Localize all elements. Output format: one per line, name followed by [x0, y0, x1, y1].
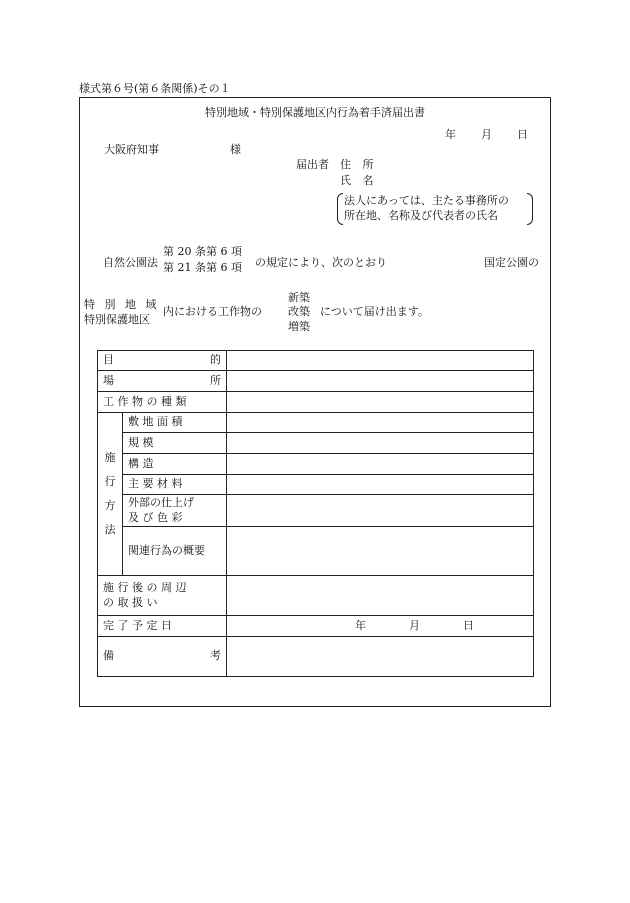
place-value-cell[interactable]: [227, 371, 534, 392]
notifier-address-label: 住 所: [340, 158, 378, 171]
notifier-label: 届出者: [296, 158, 329, 171]
after-handling-label: 施 行 後 の 周 辺 の 取 扱 い: [98, 576, 227, 616]
works-extend: 増築: [288, 320, 310, 333]
table-row: [98, 392, 534, 413]
completion-year-label: 年: [355, 618, 366, 632]
table-row: [98, 616, 534, 637]
remarks-value-cell[interactable]: [227, 637, 534, 677]
date-year-label: 年: [445, 128, 456, 141]
structure-type-label: 工 作 物 の 種 類: [98, 392, 227, 413]
completion-day-label: 日: [463, 618, 474, 632]
table-row: [98, 527, 534, 576]
park-type: 国定公園の: [484, 256, 539, 269]
after-handling-value-cell[interactable]: [227, 576, 534, 616]
law-clause-20: 第 20 条第 6 項: [163, 245, 242, 258]
date-day-label: 日: [517, 128, 528, 141]
table-row: [98, 454, 534, 475]
completion-date-value-cell[interactable]: [227, 616, 534, 637]
materials-value-cell[interactable]: [227, 475, 534, 495]
law-name: 自然公園法: [103, 256, 158, 269]
report-statement: について届け出ます。: [320, 305, 429, 318]
left-bracket: [337, 193, 343, 225]
table-row: [98, 413, 534, 433]
works-new: 新築: [288, 291, 310, 304]
table-row: [98, 433, 534, 454]
table-row: [98, 495, 534, 527]
completion-month-label: 月: [409, 618, 420, 632]
corporation-note-line-2: 所在地、名称及び代表者の氏名: [344, 209, 498, 222]
structure-type-value-cell[interactable]: [227, 392, 534, 413]
site-area-label: 敷 地 面 積: [123, 413, 227, 433]
within-structure-text: 内における工作物の: [163, 305, 262, 318]
site-area-value-cell[interactable]: [227, 413, 534, 433]
finish-label: 外部の仕上げ 及 び 色 彩: [123, 495, 227, 527]
table-row: [98, 371, 534, 392]
purpose-value-cell[interactable]: [227, 351, 534, 371]
form-title: 特別地域・特別保護地区内行為着手済届出書: [205, 106, 425, 119]
details-table: [97, 350, 534, 677]
notifier-name-label: 氏 名: [340, 174, 378, 187]
form-number-caption: 様式第６号(第６条関係)その１: [79, 82, 231, 95]
purpose-label: 目 的: [98, 351, 227, 371]
area-special-zone: 特 別 地 域: [84, 298, 160, 311]
construction-value-cell[interactable]: [227, 454, 534, 475]
table-row: [98, 475, 534, 495]
law-rule-text: の規定により、次のとおり: [255, 256, 387, 269]
place-label: 場 所: [98, 371, 227, 392]
method-side-label: 施 行 方 法: [98, 413, 123, 576]
scale-value-cell[interactable]: [227, 433, 534, 454]
construction-label: 構 造: [123, 454, 227, 475]
table-row: [98, 351, 534, 371]
table-row: [98, 637, 534, 677]
remarks-label: 備 考: [98, 637, 227, 677]
materials-label: 主 要 材 料: [123, 475, 227, 495]
addressee-name: 大阪府知事: [104, 143, 159, 156]
works-rebuild: 改築: [288, 305, 310, 318]
area-special-protection: 特別保護地区: [84, 313, 150, 326]
date-month-label: 月: [481, 128, 492, 141]
related-acts-value-cell[interactable]: [227, 527, 534, 576]
finish-value-cell[interactable]: [227, 495, 534, 527]
related-acts-label: 関連行為の概要: [123, 527, 227, 576]
completion-date-label: 完 了 予 定 日: [98, 616, 227, 637]
right-bracket: [527, 193, 533, 225]
table-row: [98, 576, 534, 616]
addressee-suffix: 様: [230, 143, 241, 156]
corporation-note-line-1: 法人にあっては、主たる事務所の: [344, 194, 509, 207]
scale-label: 規 模: [123, 433, 227, 454]
law-clause-21: 第 21 条第 6 項: [163, 261, 242, 274]
